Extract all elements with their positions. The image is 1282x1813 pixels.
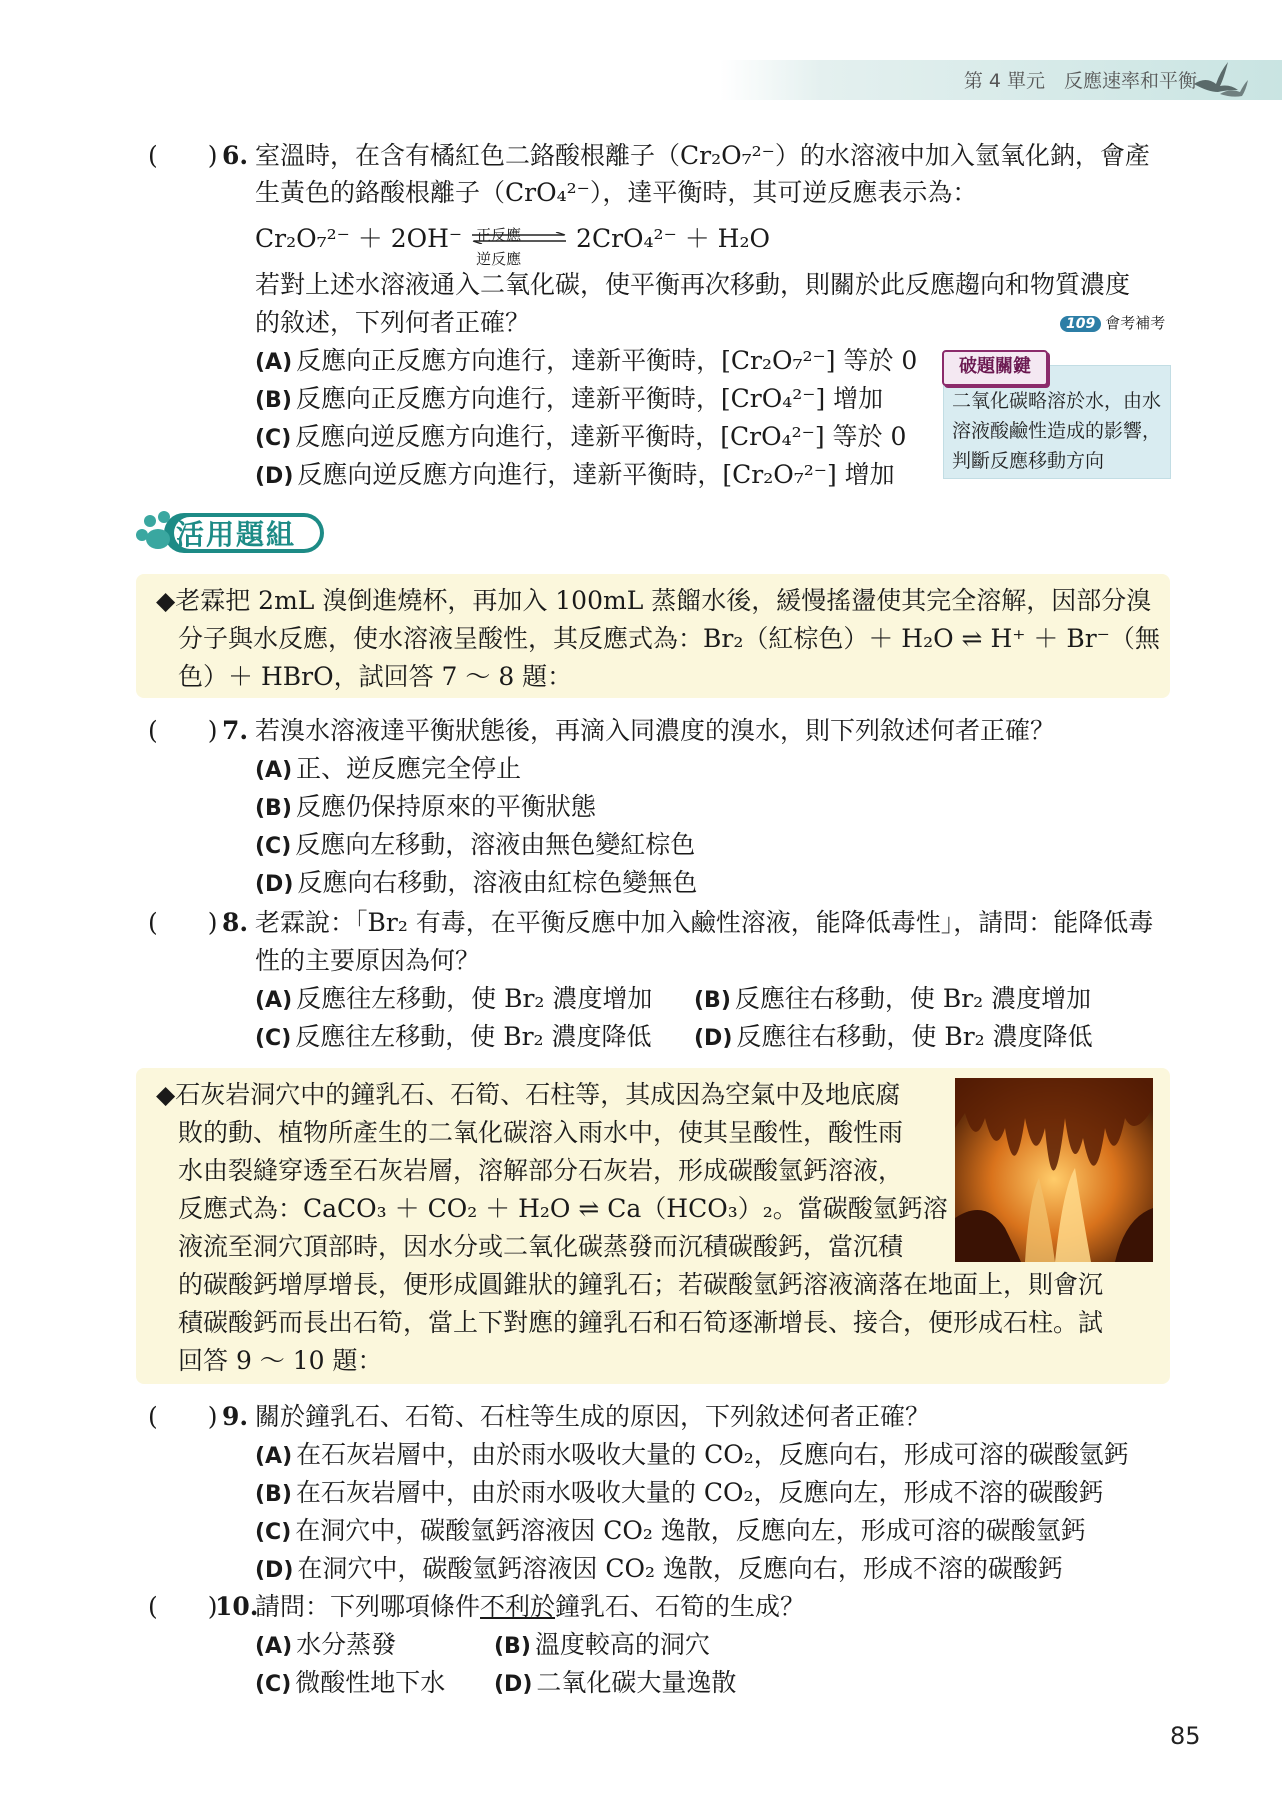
option-d: (D) 反應向逆反應方向進行，達新平衡時，[Cr₂O₇²⁻] 增加 [255,460,895,489]
option-c: (C) 反應向逆反應方向進行，達新平衡時，[CrO₄²⁻] 等於 0 [255,422,907,451]
question-number: 8. [222,908,249,937]
exam-source-tag [1060,312,1165,333]
option-b: (B) 反應往右移動，使 Br₂ 濃度增加 [694,984,1092,1013]
option-d: (D) 二氧化碳大量逸散 [494,1668,737,1697]
question-stem: 性的主要原因為何？ [255,946,481,975]
question-stem: 若溴水溶液達平衡狀態後，再滴入同濃度的溴水，則下列敘述何者正確？ [255,716,1056,745]
equilibrium-arrow [470,220,568,268]
question-stem: 生黃色的鉻酸根離子（CrO₄²⁻），達平衡時，其可逆反應表示為： [255,178,978,207]
passage-line: 的碳酸鈣增厚增長，便形成圓錐狀的鐘乳石；若碳酸氫鈣溶液滴落在地面上，則會沉 [178,1270,1104,1299]
question-number: 10. [215,1592,259,1621]
exam-year: 109 [1060,316,1101,332]
option-b: (B) 溫度較高的洞穴 [494,1630,710,1659]
question-stem: 請問：下列哪項條件不利於鐘乳石、石筍的生成？ [255,1592,806,1621]
passage-line: 液流至洞穴頂部時，因水分或二氧化碳蒸發而沉積碳酸鈣，當沉積 [178,1232,904,1261]
chemical-equation [255,220,770,268]
equation-right: 2CrO₄²⁻ ＋ H₂O [576,224,770,253]
page-number: 85 [1170,1722,1201,1750]
passage-line: 反應式為：CaCO₃ ＋ CO₂ ＋ H₂O ⇌ Ca（HCO₃）₂。當碳酸氫鈣溶 [178,1194,948,1223]
hint-text: 二氧化碳略溶於水，由水溶液酸鹼性造成的影響，判斷反應移動方向 [952,390,1162,472]
option-b: (B) 在石灰岩層中，由於雨水吸收大量的 CO₂，反應向左，形成不溶的碳酸鈣 [255,1478,1104,1507]
question-stem: 老霖說：「Br₂ 有毒，在平衡反應中加入鹼性溶液，能降低毒性」，請問：能降低毒 [255,908,1154,937]
question-number: 7. [222,716,249,745]
question-stem: 關於鐘乳石、石筍、石柱等生成的原因，下列敘述何者正確？ [255,1402,931,1431]
option-a: (A) 反應向正反應方向進行，達新平衡時，[Cr₂O₇²⁻] 等於 0 [255,346,918,375]
cave-photo [955,1078,1153,1262]
option-c: (C) 反應往左移動，使 Br₂ 濃度降低 [255,1022,652,1051]
emphasis-underline: 不利於 [480,1592,556,1621]
option-a: (A) 在石灰岩層中，由於雨水吸收大量的 CO₂，反應向右，形成可溶的碳酸氫鈣 [255,1440,1129,1469]
question-stem: 室溫時，在含有橘紅色二鉻酸根離子（Cr₂O₇²⁻）的水溶液中加入氫氧化鈉，會產 [255,141,1150,170]
option-a: (A) 反應往左移動，使 Br₂ 濃度增加 [255,984,653,1013]
forward-label: 正反應 [476,226,522,244]
option-a: (A) 水分蒸發 [255,1630,397,1659]
birds-icon [1190,54,1250,102]
option-d: (D) 反應向右移動，溶液由紅棕色變無色 [255,868,698,897]
passage-line: 積碳酸鈣而長出石筍，當上下對應的鐘乳石和石筍逐漸增長、接合，便形成石柱。試 [178,1308,1104,1337]
option-c: (C) 微酸性地下水 [255,1668,446,1697]
chapter-header: 第 4 單元 反應速率和平衡 [963,70,1197,92]
passage-line: 色）＋ HBrO，試回答 7 ～ 8 題： [178,662,573,691]
answer-blank: ( ) [148,716,218,745]
option-d: (D) 在洞穴中，碳酸氫鈣溶液因 CO₂ 逸散，反應向右，形成不溶的碳酸鈣 [255,1554,1063,1583]
question-number: 6. [222,141,249,170]
passage-line: ◆石灰岩洞穴中的鐘乳石、石筍、石柱等，其成因為空氣中及地底腐 [156,1080,901,1109]
passage-line: ◆老霖把 2mL 溴倒進燒杯，再加入 100mL 蒸餾水後，緩慢搖盪使其完全溶解，因部分溴 [156,586,1152,615]
question-stem: 的敘述，下列何者正確？ [255,308,531,337]
question-stem: 若對上述水溶液通入二氧化碳，使平衡再次移動，則關於此反應趨向和物質濃度 [255,270,1131,299]
option-b: (B) 反應仍保持原來的平衡狀態 [255,792,596,821]
answer-blank: ( ) [148,141,218,170]
passage-line: 回答 9 ～ 10 題： [178,1346,383,1375]
equation-left: Cr₂O₇²⁻ ＋ 2OH⁻ [255,224,463,253]
answer-blank: ( ) [148,1592,218,1621]
reverse-label: 逆反應 [476,250,522,268]
passage-line: 分子與水反應，使水溶液呈酸性，其反應式為：Br₂（紅棕色）＋ H₂O ⇌ H⁺ ＋ Br⁻（無 [178,624,1160,653]
hint-title: 破題關鍵 [942,350,1048,386]
option-c: (C) 反應向左移動，溶液由無色變紅棕色 [255,830,696,859]
option-c: (C) 在洞穴中，碳酸氫鈣溶液因 CO₂ 逸散，反應向左，形成可溶的碳酸氫鈣 [255,1516,1086,1545]
exam-label: 會考補考 [1105,314,1166,332]
section-title: 活用題組 [176,518,297,551]
passage-line: 敗的動、植物所產生的二氧化碳溶入雨水中，使其呈酸性，酸性雨 [178,1118,904,1147]
question-number: 9. [222,1402,249,1431]
option-b: (B) 反應向正反應方向進行，達新平衡時，[CrO₄²⁻] 增加 [255,384,884,413]
answer-blank: ( ) [148,1402,218,1431]
passage-line: 水由裂縫穿透至石灰岩層，溶解部分石灰岩，形成碳酸氫鈣溶液， [178,1156,904,1185]
answer-blank: ( ) [148,908,218,937]
option-d: (D) 反應往右移動，使 Br₂ 濃度降低 [694,1022,1093,1051]
option-a: (A) 正、逆反應完全停止 [255,754,522,783]
